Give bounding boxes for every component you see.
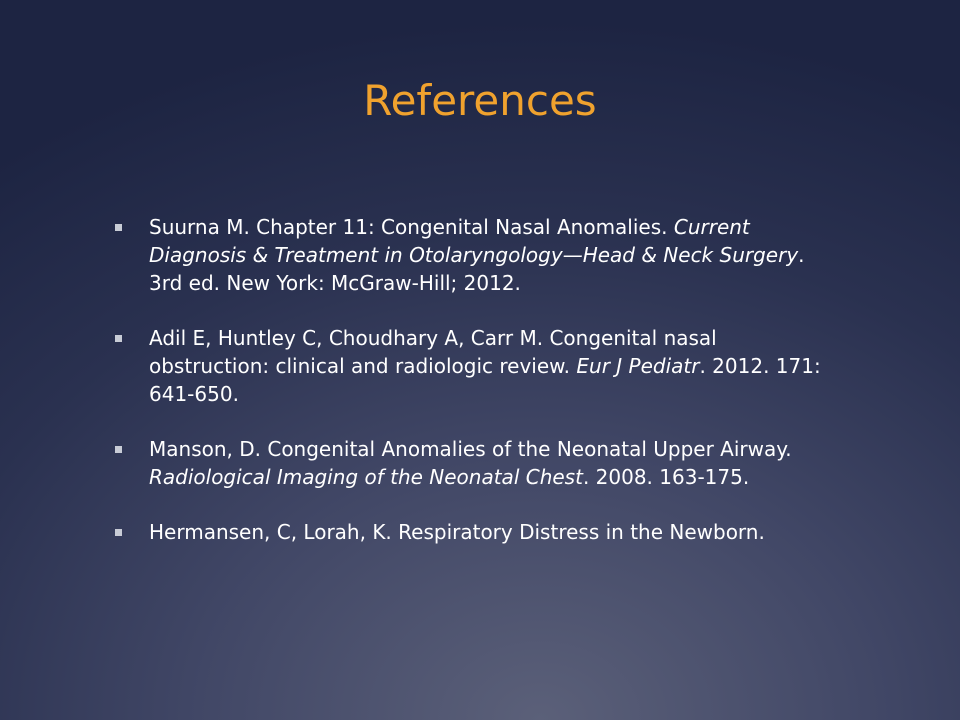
reference-details: . 2012. 171: 641-650. <box>149 354 821 406</box>
reference-list <box>112 213 832 573</box>
reference-source-title: Radiological Imaging of the Neonatal Chest <box>149 465 583 489</box>
reference-details: . 2008. 163-175. <box>582 465 750 489</box>
square-bullet-icon <box>115 529 122 536</box>
square-bullet-icon <box>115 224 122 231</box>
reference-text: Manson, D. Congenital Anomalies of the Neonatal Upper Airway. <box>149 437 792 461</box>
slide-title: References <box>363 76 597 125</box>
reference-text: Hermansen, C, Lorah, K. Respiratory Distress in the Newborn. <box>149 520 765 544</box>
square-bullet-icon <box>115 335 122 342</box>
reference-item <box>112 213 832 297</box>
reference-text: Adil E, Huntley C, Choudhary A, Carr M. Congenital nasal obstruction: clinical and radiologic review. <box>149 326 717 378</box>
reference-source-title: Current Diagnosis & Treatment in Otolaryngology—Head & Neck Surgery <box>149 215 799 267</box>
reference-text: Suurna M. Chapter 11: Congenital Nasal Anomalies. <box>149 215 674 239</box>
reference-item <box>112 518 832 546</box>
square-bullet-icon <box>115 446 122 453</box>
reference-item <box>112 435 832 491</box>
reference-source-title: Eur J Pediatr <box>576 354 700 378</box>
reference-details: . 3rd ed. New York: McGraw-Hill; 2012. <box>149 243 805 295</box>
reference-item <box>112 324 832 408</box>
